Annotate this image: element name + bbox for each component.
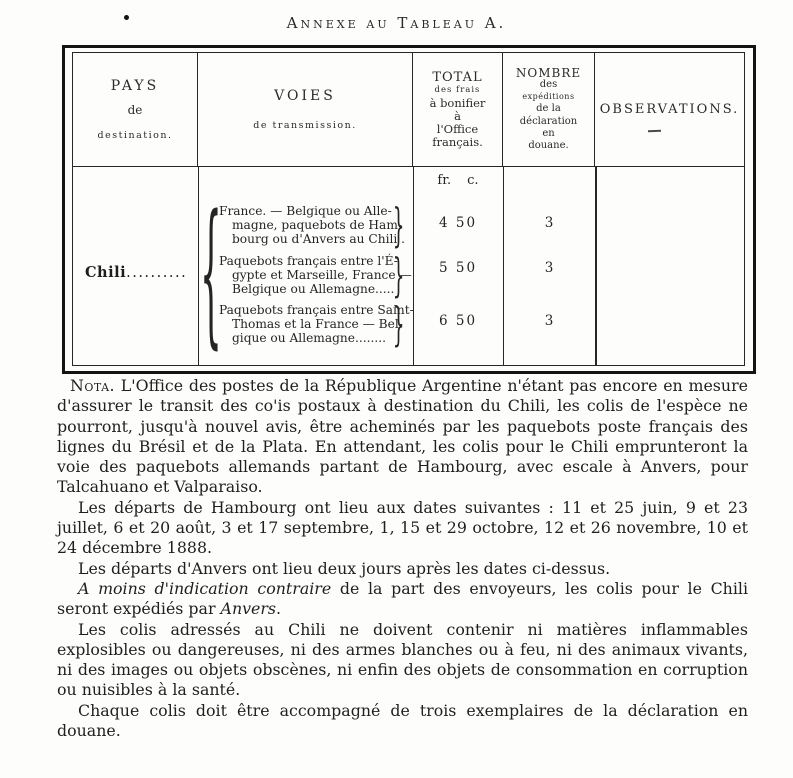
- centimes-unit: c.: [467, 173, 479, 188]
- header-total-line: français.: [432, 134, 483, 149]
- route-line: Paquebots français entre Saint-: [219, 303, 414, 318]
- page-title: Annexe au Tableau A.: [286, 14, 507, 32]
- nota-paragraph: [57, 376, 748, 498]
- header-nombre-line: NOMBRE: [515, 65, 582, 80]
- table-body-row: [73, 167, 744, 365]
- departures-anvers-paragraph: Les départs d'Anvers ont lieu deux jours après les dates ci-dessus.: [78, 558, 611, 578]
- country-label: [85, 264, 187, 281]
- currency-units-label: [413, 173, 503, 188]
- route-line: bourg ou d'Anvers au Chili .: [232, 231, 406, 246]
- total-value: 4 50: [438, 215, 478, 231]
- route-line: gique ou Allemagne........: [232, 331, 386, 346]
- header-pays-line: destination.: [97, 130, 173, 141]
- header-total-line: à: [454, 108, 461, 123]
- route-entry: [219, 198, 415, 252]
- header-cell-pays: [73, 53, 198, 166]
- header-total-line: TOTAL: [432, 69, 483, 85]
- expedition-count: 3: [544, 260, 554, 276]
- header-cell-total: [413, 53, 503, 166]
- total-value: 5 50: [438, 260, 478, 276]
- route-line: gypte et Marseille, France —: [232, 267, 412, 282]
- postal-rates-table: [62, 45, 756, 374]
- country-name: Chili: [85, 264, 127, 281]
- routing-tail: .: [276, 599, 282, 619]
- francs-unit: fr.: [437, 173, 452, 188]
- route-entry: [219, 297, 415, 352]
- total-value: 6 50: [438, 313, 478, 329]
- route-brace-right: }: [392, 198, 405, 252]
- nota-label: Nota.: [70, 376, 116, 395]
- grouping-brace-left: {: [200, 181, 222, 363]
- route-line: France. — Belgique ou Alle-: [219, 204, 392, 218]
- table-inner-frame: [72, 52, 745, 366]
- route-brace-right: }: [392, 247, 405, 302]
- header-nombre-line: déclaration: [519, 115, 578, 127]
- routes-list: [219, 198, 415, 352]
- route-brace-right: }: [392, 297, 405, 352]
- default-routing-paragraph: [57, 579, 748, 620]
- header-cell-observations: [595, 53, 744, 166]
- header-voies-line: de transmission.: [253, 120, 357, 131]
- routing-middle: de la part des envoyeurs, les colis pour le Chili seront expédiés par: [57, 578, 749, 619]
- dot-leader: ..........: [126, 265, 188, 281]
- header-pays-line: PAYS: [110, 78, 160, 94]
- header-total-line: l'Office: [436, 121, 479, 136]
- route-line: magne, paquebots de Ham-: [232, 217, 402, 232]
- prohibited-items-paragraph: Les colis adressés au Chili ne doivent contenir ni matières inflammables explosibles ou dangereuses, ni des armes blanches ou à feu, ni des animaux vivants, ni des images ou objets obscènes, ni enfin des objets de consommation en corruption ou nuisibles à la santé.: [57, 619, 748, 700]
- header-voies-line: VOIES: [274, 88, 336, 104]
- header-nombre-line: des: [539, 78, 558, 90]
- header-nombre-line: douane.: [528, 140, 569, 151]
- header-observations-label: OBSERVATIONS.: [599, 102, 740, 117]
- nota-text: L'Office des postes de la République Argentine n'étant pas encore en mesure d'assurer le transit des co'is postaux à destination du Chili, les colis de l'espèce ne pourront, jusqu'à nouvel avis, être acheminés par les paquebots poste français des lignes du Brésil et de la Plata. En attendant, les colis pour le Chili emprunteront la voie des paquebots allemands partant de Hambourg, avec escale à Anvers, pour Talcahuano et Valparaiso.: [57, 376, 748, 497]
- header-pays-line: de: [127, 103, 143, 117]
- route-entry: [219, 247, 415, 302]
- header-nombre-line: de la: [536, 103, 561, 115]
- route-line: Paquebots français entre l'É-: [219, 253, 398, 268]
- column-divider: [198, 167, 199, 365]
- header-total-line: à bonifier: [429, 95, 486, 110]
- header-total-line: des frais: [434, 84, 481, 95]
- customs-declaration-paragraph: Chaque colis doit être accompagné de trois exemplaires de la déclaration en douane.: [57, 700, 748, 741]
- notes-section: [57, 376, 748, 741]
- routing-italic-lead: A moins d'indication contraire: [78, 578, 332, 598]
- departures-hamburg-paragraph: Les départs de Hambourg ont lieu aux dates suivantes : 11 et 25 juin, 9 et 23 juillet, 6 et 20 août, 3 et 17 septembre, 1, 15 et 29 octobre, 12 et 26 novembre, 10 et 24 décembre 1888.: [57, 497, 748, 558]
- route-line: Thomas et la France — Bel-: [232, 317, 403, 332]
- header-cell-voies: [198, 53, 413, 166]
- expedition-count: 3: [544, 313, 554, 329]
- header-cell-nombre: [503, 53, 595, 166]
- header-nombre-line: en: [542, 127, 555, 139]
- routing-italic-port: Anvers: [220, 599, 277, 619]
- header-nombre-line: expéditions: [522, 92, 575, 102]
- table-header-row: [73, 53, 744, 167]
- expedition-count: 3: [544, 215, 554, 231]
- route-line: Belgique ou Allemagne.....: [232, 281, 395, 296]
- column-divider: [595, 167, 597, 365]
